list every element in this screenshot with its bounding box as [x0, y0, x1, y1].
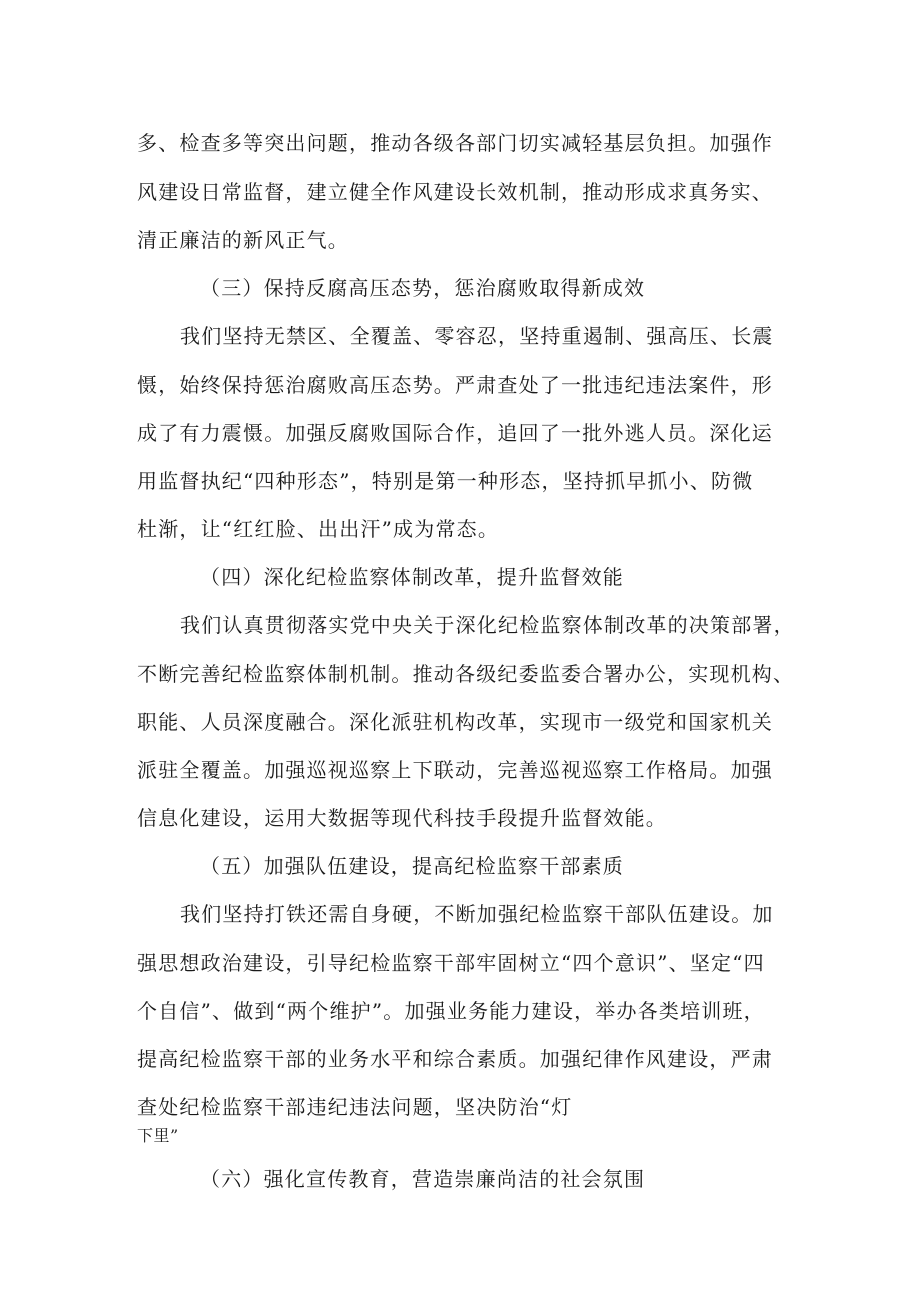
paragraph-line: 我们认真贯彻落实党中央关于深化纪检监察体制改革的决策部署，: [180, 613, 795, 637]
paragraph-line: 职能、人员深度融合。深化派驻机构改革，实现市一级党和国家机关: [137, 710, 773, 734]
paragraph-line: 派驻全覆盖。加强巡视巡察上下联动，完善巡视巡察工作格局。加强: [137, 758, 773, 782]
paragraph-line: 多、检查多等突出问题，推动各级各部门切实减轻基层负担。加强作: [137, 131, 773, 155]
paragraph-line: 下里”: [137, 1126, 179, 1145]
paragraph-line: 我们坚持打铁还需自身硬，不断加强纪检监察干部队伍建设。加: [180, 902, 774, 926]
paragraph-line: 清正廉洁的新风正气。: [137, 228, 349, 252]
paragraph-line: 提高纪检监察干部的业务水平和综合素质。加强纪律作风建设，严肃: [137, 1047, 773, 1071]
paragraph-line: 风建设日常监督，建立健全作风建设长效机制，推动形成求真务实、: [137, 180, 773, 204]
paragraph-line: 个自信”、做到“两个维护”。加强业务能力建设，举办各类培训班，: [137, 999, 765, 1023]
paragraph-line: 不断完善纪检监察体制机制。推动各级纪委监委合署办公，实现机构、: [137, 662, 795, 686]
section-heading-4: （四）深化纪检监察体制改革，提升监督效能: [200, 565, 624, 589]
paragraph-line: 强思想政治建设，引导纪检监察干部牢固树立“四个意识”、坚定“四: [137, 951, 765, 975]
section-heading-6: （六）强化宣传教育，营造崇廉尚洁的社会氛围: [200, 1167, 646, 1191]
section-heading-3: （三）保持反腐高压态势，惩治腐败取得新成效: [200, 276, 646, 300]
paragraph-line: 查处纪检监察干部违纪违法问题，坚决防治“灯: [137, 1095, 573, 1119]
section-heading-5: （五）加强队伍建设，提高纪检监察干部素质: [200, 854, 624, 878]
paragraph-line: 信息化建设，运用大数据等现代科技手段提升监督效能。: [137, 806, 667, 830]
paragraph-line: 慑，始终保持惩治腐败高压态势。严肃查处了一批违纪违法案件，形: [137, 373, 773, 397]
paragraph-line: 杜渐，让“红红脸、出出汗”成为常态。: [137, 517, 500, 541]
paragraph-line: 我们坚持无禁区、全覆盖、零容忍，坚持重遏制、强高压、长震: [180, 324, 774, 348]
paragraph-line: 用监督执纪“四种形态”，特别是第一种形态，坚持抓早抓小、防微: [137, 469, 754, 493]
paragraph-line: 成了有力震慑。加强反腐败国际合作，追回了一批外逃人员。深化运: [137, 421, 773, 445]
